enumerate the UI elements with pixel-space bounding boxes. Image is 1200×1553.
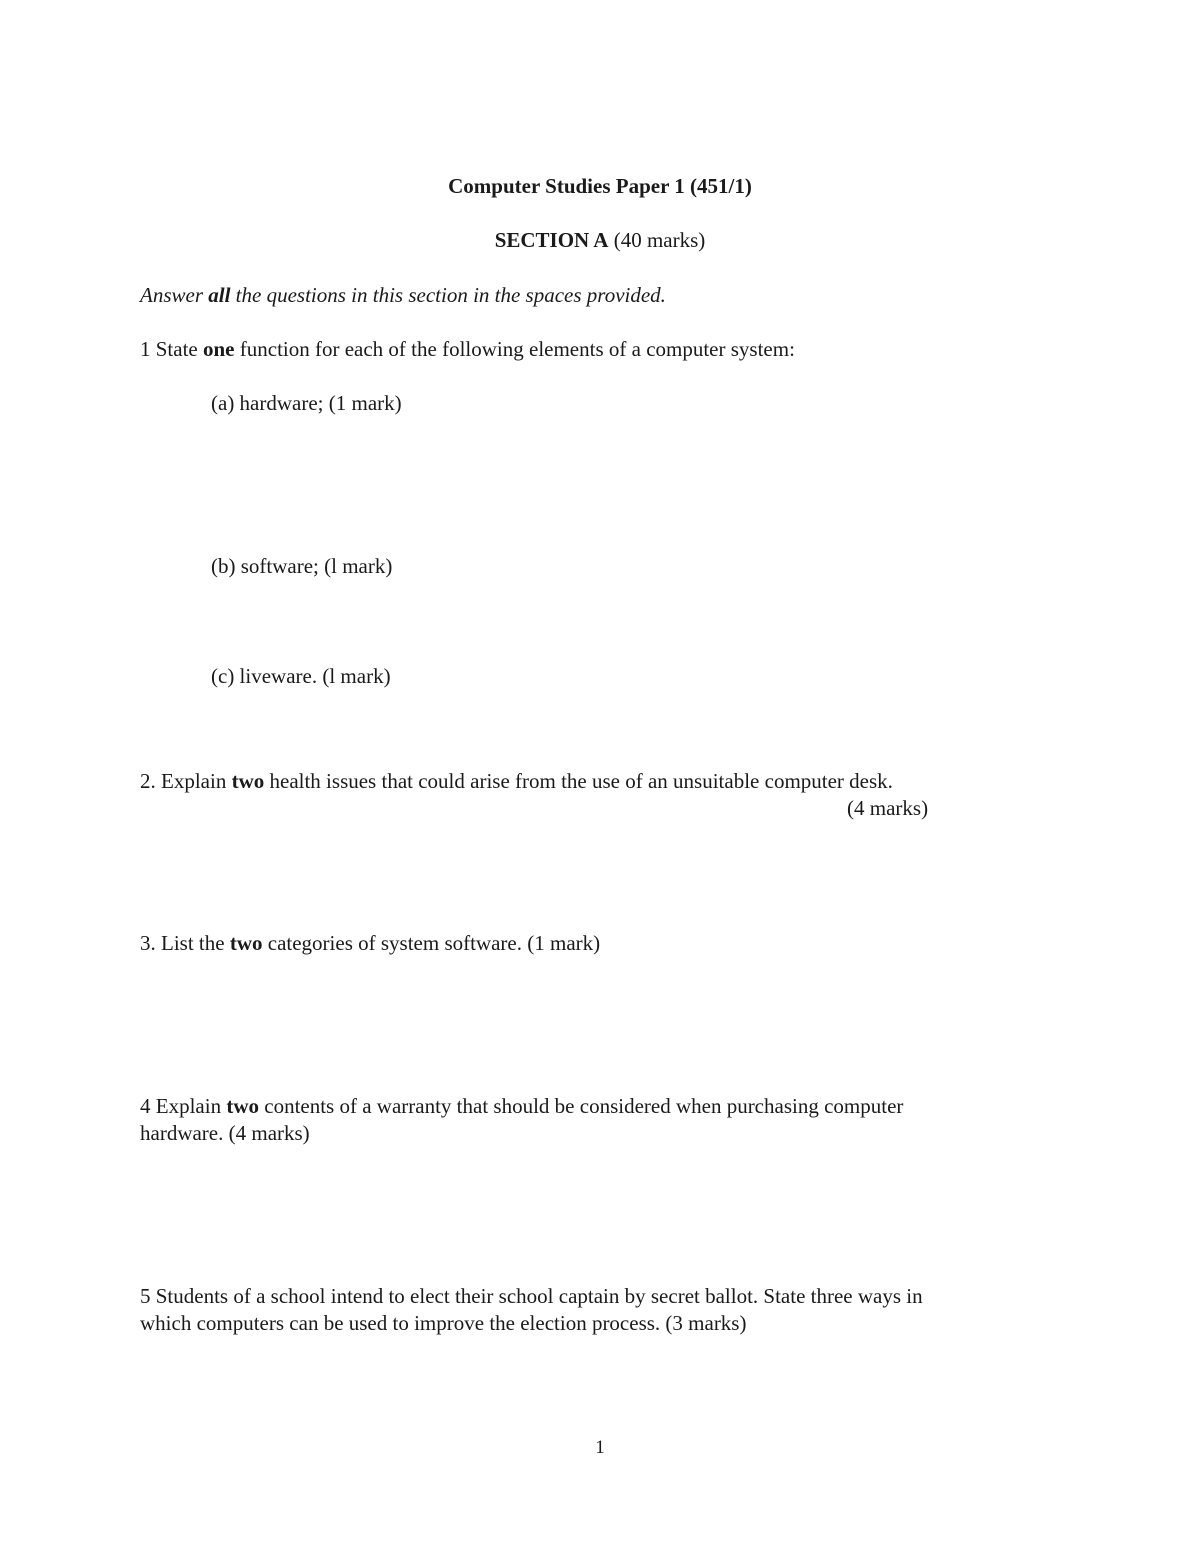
question-2-pre: 2. Explain: [140, 769, 232, 793]
question-1-pre: 1 State: [140, 337, 203, 361]
section-heading: [0, 226, 1200, 254]
question-5: 5 Students of a school intend to elect their school captain by secret ballot. State three ways in: [140, 1284, 923, 1308]
question-1-bold: one: [203, 337, 235, 361]
question-5-line-2: which computers can be used to improve the election process. (3 marks): [140, 1311, 747, 1335]
question-1b: (b) software; (l mark): [211, 554, 393, 578]
question-4-post: contents of a warranty that should be considered when purchasing computer: [259, 1094, 904, 1118]
question-1a: (a) hardware; (1 mark): [211, 391, 402, 415]
page-title: Computer Studies Paper 1 (451/1): [448, 174, 752, 198]
question-2-post: health issues that could arise from the use of an unsuitable computer desk.: [264, 769, 893, 793]
question-2: [140, 767, 893, 795]
instructions-pre: Answer: [140, 283, 209, 307]
question-1: [140, 335, 795, 363]
instructions-post: the questions in this section in the spaces provided.: [230, 283, 666, 307]
section-label: SECTION A: [494, 228, 609, 252]
question-3-post: categories of system software. (1 mark): [262, 931, 601, 955]
section-marks: (40 marks): [608, 228, 706, 252]
question-3: [140, 929, 600, 957]
question-1-post: function for each of the following elements of a computer system:: [234, 337, 795, 361]
question-3-pre: 3. List the: [140, 931, 230, 955]
instructions-bold: all: [208, 283, 231, 307]
instructions: [140, 281, 666, 309]
question-1c: (c) liveware. (l mark): [211, 664, 391, 688]
page-number: 1: [595, 1437, 605, 1458]
question-4-pre: 4 Explain: [140, 1094, 227, 1118]
question-4-line-2: hardware. (4 marks): [140, 1121, 310, 1145]
question-2-bold: two: [231, 769, 265, 793]
question-4: [140, 1092, 903, 1120]
question-2-marks: (4 marks): [847, 796, 929, 820]
question-4-bold: two: [226, 1094, 259, 1118]
question-3-bold: two: [229, 931, 263, 955]
